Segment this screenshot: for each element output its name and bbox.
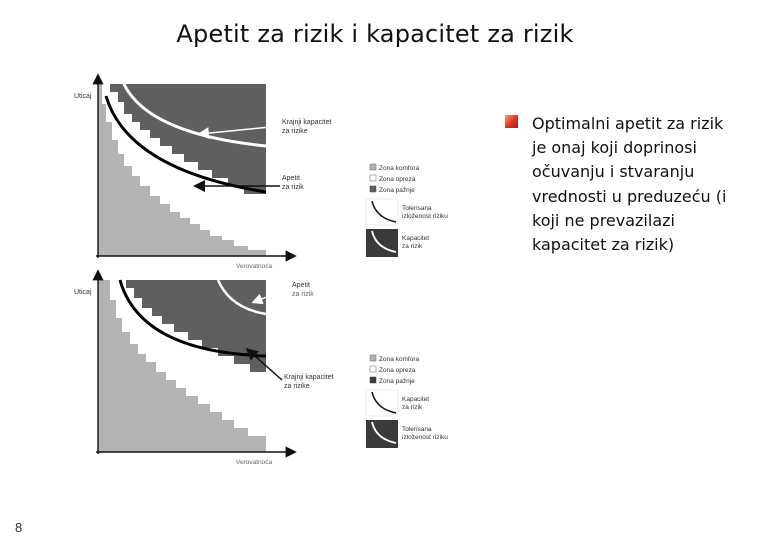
top-legend-capacity-line-1: Kapacitet bbox=[402, 235, 430, 242]
top-legend-caution-label: Zona oprеza bbox=[379, 176, 416, 183]
bottom-legend-comfort-swatch bbox=[370, 355, 376, 361]
slide-title: Apetit za rizik i kapacitet za rizik bbox=[176, 20, 574, 48]
bottom-legend-tolerated-line-1: Tolerisana bbox=[402, 426, 432, 433]
top-legend-attention-swatch bbox=[370, 186, 376, 192]
bottom-legend-caution-label: Zona opreza bbox=[379, 367, 416, 374]
bullet-text: Optimalni apetit za rizik je onaj koji doprinosi očuvanju i stvaranju vrednosti u preduzeću (i koji ne prevazilazi kapacitet za rizik) bbox=[532, 114, 727, 255]
bottom-legend-attention-label: Zona pažnje bbox=[379, 378, 415, 385]
top-legend bbox=[366, 164, 448, 257]
bottom-capacity-callout-line-1: Krajnji kapacitet bbox=[284, 374, 334, 381]
bottom-y-axis-label: Uticaj bbox=[74, 289, 92, 296]
bottom-legend bbox=[366, 355, 448, 448]
bullet-square-icon bbox=[505, 115, 518, 128]
top-x-axis-label: Verovatnoća bbox=[236, 263, 273, 270]
bottom-legend-attention-swatch bbox=[370, 377, 376, 383]
top-legend-comfort-label: Zona komfora bbox=[379, 165, 420, 172]
bottom-legend-caution-swatch bbox=[370, 366, 376, 372]
risk-appetite-figure bbox=[58, 62, 468, 482]
bottom-x-axis-label: Verovatnoća bbox=[236, 459, 273, 466]
bottom-appetite-callout-line-1: Apetit bbox=[292, 282, 310, 289]
top-legend-attention-label: Zona pažnje bbox=[379, 187, 415, 194]
top-legend-comfort-swatch bbox=[370, 164, 376, 170]
top-chart bbox=[74, 76, 448, 270]
bottom-legend-capacity-line-1: Kapacitet bbox=[402, 396, 430, 403]
top-legend-caution-swatch bbox=[370, 175, 376, 181]
bottom-appetite-callout-line-2: za rizik bbox=[292, 291, 314, 298]
top-legend-tolerated-line-1: Tolerisana bbox=[402, 205, 432, 212]
top-appetite-callout-line-2: za rizik bbox=[282, 184, 304, 191]
top-appetite-callout-line-1: Apetit bbox=[282, 175, 300, 182]
bottom-legend-comfort-label: Zona komfora bbox=[379, 356, 420, 363]
top-legend-capacity-swatch bbox=[366, 229, 398, 257]
bottom-chart bbox=[74, 272, 448, 466]
risk-diagram-svg bbox=[58, 62, 468, 482]
bottom-legend-capacity-line-2: za rizik bbox=[402, 404, 423, 411]
bottom-capacity-callout-line-2: za rizike bbox=[284, 383, 310, 390]
top-y-axis-label: Uticaj bbox=[74, 93, 92, 100]
top-capacity-callout-line-1: Krajnji kapacitet bbox=[282, 119, 332, 126]
top-capacity-callout-line-2: za rizike bbox=[282, 128, 308, 135]
bottom-legend-tolerated-swatch bbox=[366, 420, 398, 448]
page-number: 8 bbox=[15, 520, 23, 535]
bottom-legend-tolerated-line-2: izloženost riziku bbox=[402, 434, 448, 441]
top-legend-tolerated-line-2: izloženost riziku bbox=[402, 213, 448, 220]
top-legend-capacity-line-2: za rizik bbox=[402, 243, 423, 250]
